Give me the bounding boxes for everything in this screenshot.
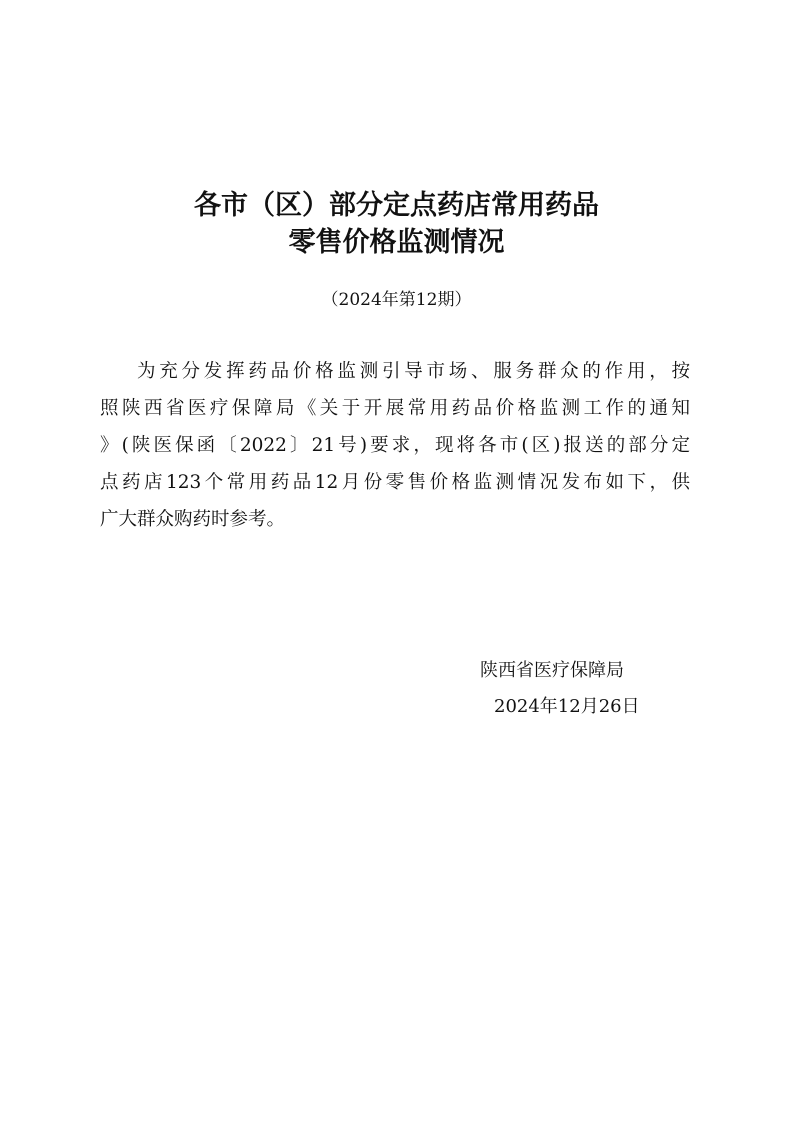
issue-number: （2024年第12期） (321, 290, 472, 310)
signature-date: 2024年12月26日 (494, 696, 640, 717)
body-paragraph-line: 》(陕医保函〔2022〕21号)要求，现将各市(区)报送的部分定 (100, 435, 690, 456)
signature-organization: 陕西省医疗保障局 (480, 660, 624, 681)
body-paragraph-line: 照陕西省医疗保障局《关于开展常用药品价格监测工作的通知 (100, 398, 690, 419)
document-title-line2: 零售价格监测情况 (288, 227, 505, 258)
document-title-line1: 各市（区）部分定点药店常用药品 (194, 190, 599, 221)
body-paragraph-line: 广大群众购药时参考。 (100, 509, 286, 530)
body-paragraph-line: 点药店123个常用药品12月份零售价格监测情况发布如下，供 (100, 472, 690, 493)
body-paragraph-line: 为充分发挥药品价格监测引导市场、服务群众的作用，按 (137, 361, 690, 382)
